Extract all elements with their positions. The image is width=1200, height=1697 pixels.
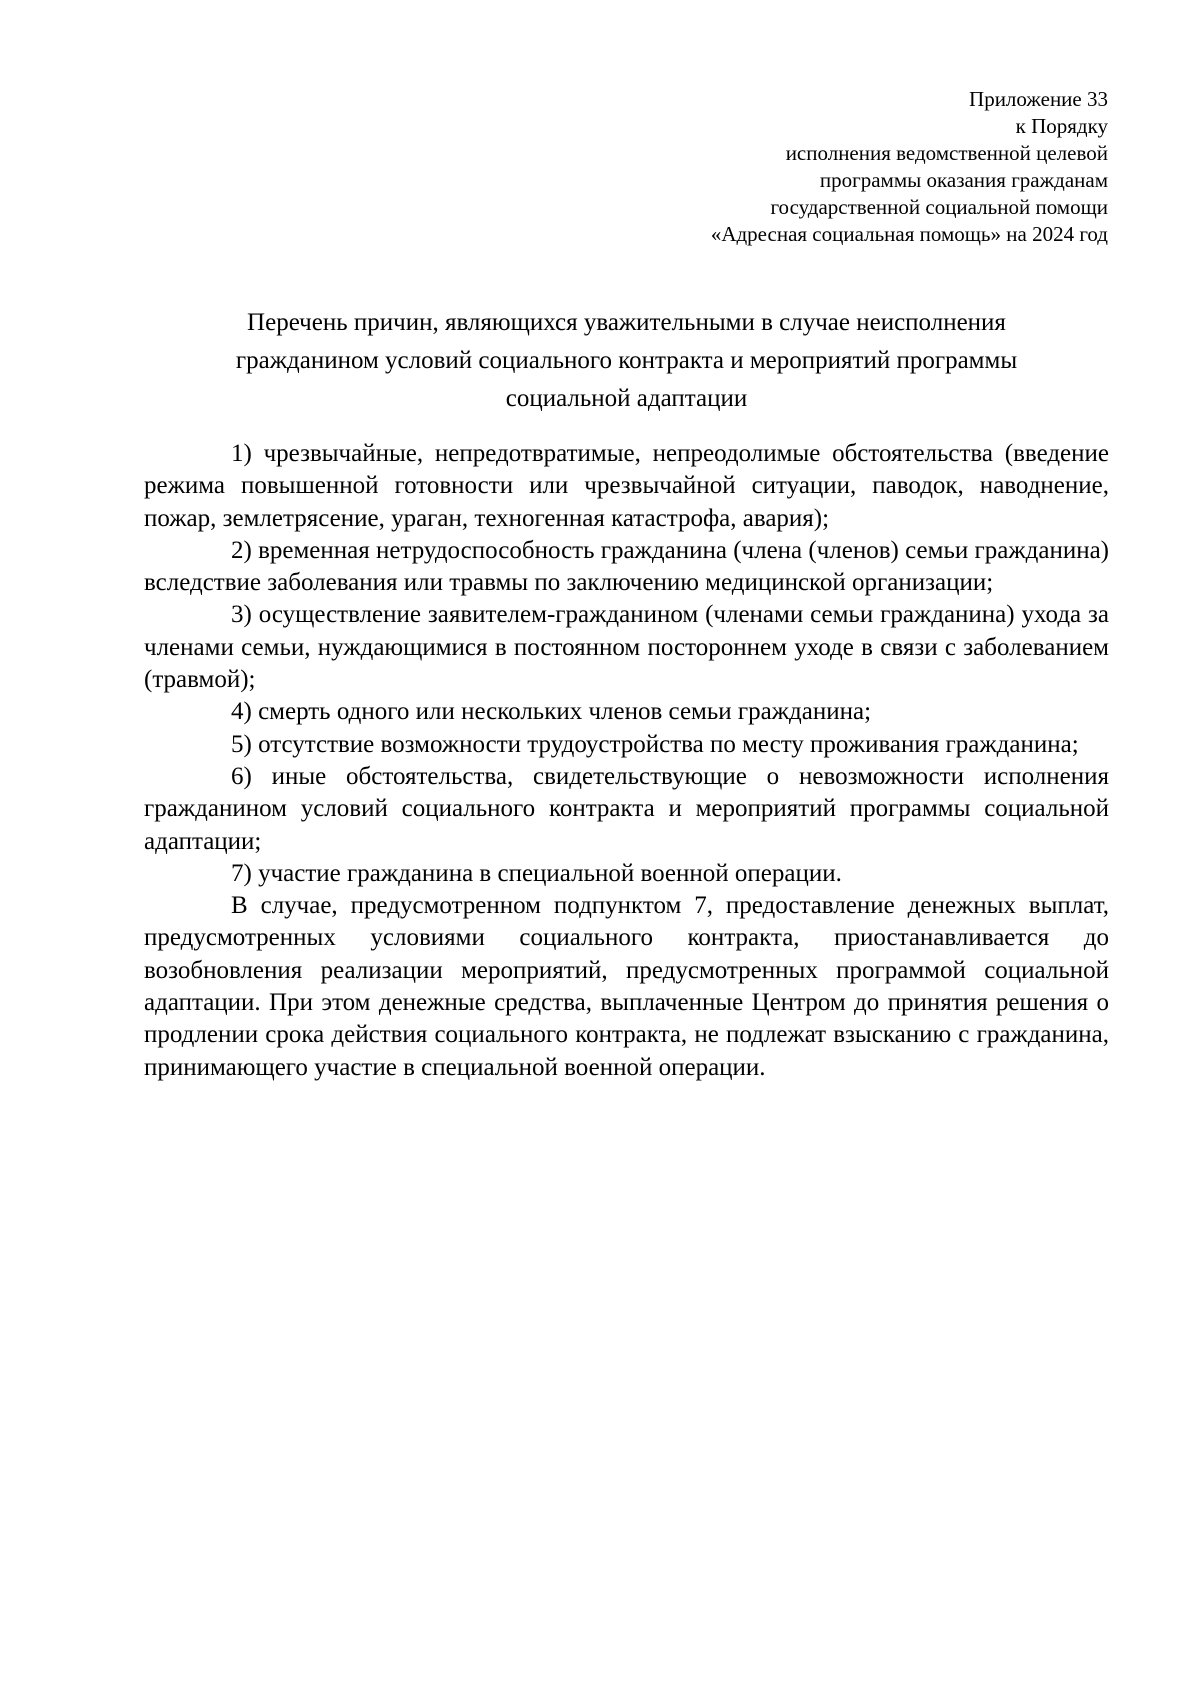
appendix-line: «Адресная социальная помощь» на 2024 год — [710, 222, 1108, 246]
list-item: 1) чрезвычайные, непредотвратимые, непреодолимые обстоятельства (введение режима повышенной готовности или чрезвычайной ситуации, паводок, наводнение, пожар, землетрясение, ураган, техногенная катастрофа, авария); — [144, 440, 1109, 532]
list-item: 6) иные обстоятельства, свидетельствующие о невозможности исполнения гражданином условий социального контракта и мероприятий программы социальной адаптации; — [144, 762, 1109, 855]
document-body — [144, 438, 1109, 1084]
list-item: 2) временная нетрудоспособность гражданина (члена (членов) семьи гражданина) вследствие заболевания или травмы по заключению медицинской организации; — [144, 536, 1109, 597]
document-title — [144, 304, 1109, 418]
list-item: 5) отсутствие возможности трудоустройства по месту проживания гражданина; — [231, 730, 1079, 758]
list-item: 4) смерть одного или нескольких членов семьи гражданина; — [231, 698, 872, 726]
list-item: 7) участие гражданина в специальной военной операции. — [231, 859, 842, 887]
appendix-line: к Порядку — [1015, 114, 1108, 138]
closing-paragraph: В случае, предусмотренном подпунктом 7, предоставление денежных выплат, предусмотренных условиями социального контракта, приостанавливается до возобновления реализации мероприятий, предусмотренных программой социальной адаптации. При этом денежные средства, выплаченные Центром до принятия решения о продлении срока действия социального контракта, не подлежат взысканию с гражданина, принимающего участие в специальной военной операции. — [144, 892, 1109, 1081]
appendix-line: программы оказания гражданам — [819, 168, 1108, 192]
appendix-line: Приложение 33 — [969, 87, 1108, 111]
title-line: Перечень причин, являющихся уважительными в случае неисполнения — [247, 309, 1006, 336]
appendix-header — [588, 86, 1108, 248]
title-line: гражданином условий социального контракта и мероприятий программы — [235, 347, 1018, 374]
appendix-line: исполнения ведомственной целевой — [785, 141, 1108, 165]
list-item: 3) осуществление заявителем-гражданином (членами семьи гражданина) ухода за членами семьи, нуждающимися в постоянном постороннем уходе в связи с заболеванием (травмой); — [144, 601, 1109, 694]
title-line: социальной адаптации — [505, 385, 748, 412]
appendix-line: государственной социальной помощи — [770, 195, 1108, 219]
